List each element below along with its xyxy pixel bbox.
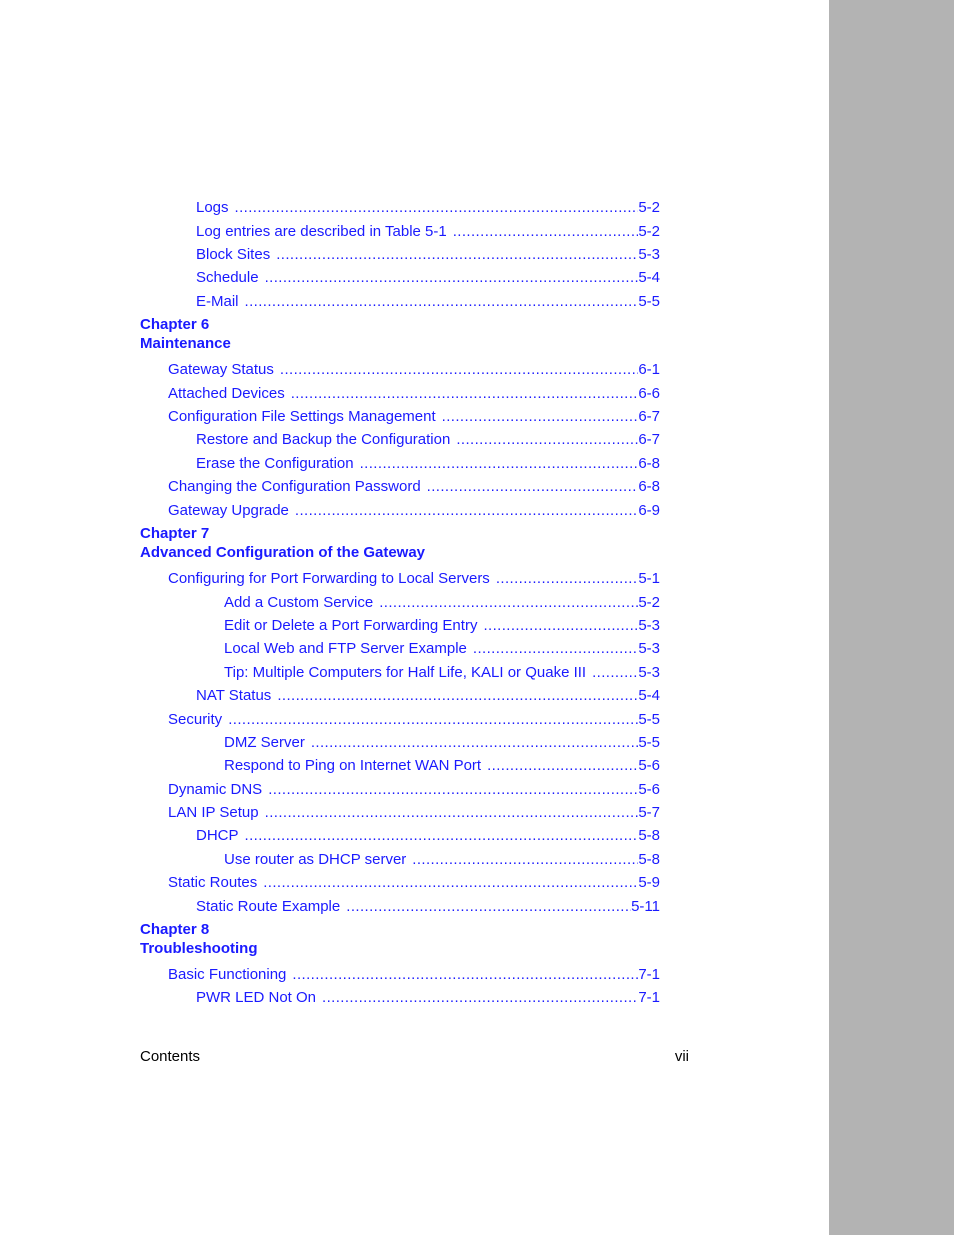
toc-entry[interactable] bbox=[168, 780, 660, 800]
toc-entry-title: Configuring for Port Forwarding to Local Servers bbox=[168, 570, 490, 587]
toc-entry-title: Respond to Ping on Internet WAN Port bbox=[224, 757, 482, 774]
toc-entry-page: 5-3 bbox=[638, 246, 660, 263]
toc-entry[interactable] bbox=[196, 198, 660, 218]
chapter-7-title[interactable]: Advanced Configuration of the Gateway bbox=[140, 544, 426, 561]
dot-leader bbox=[379, 593, 638, 613]
dot-leader bbox=[346, 897, 631, 917]
toc-entry-title: Dynamic DNS bbox=[168, 781, 263, 798]
toc-entry-page: 6-8 bbox=[638, 455, 660, 472]
dot-leader bbox=[453, 222, 639, 242]
dot-leader bbox=[412, 850, 638, 870]
dot-leader bbox=[592, 663, 638, 683]
toc-entry-page: 5-2 bbox=[638, 223, 660, 240]
dot-leader bbox=[277, 686, 638, 706]
toc-entry[interactable] bbox=[196, 268, 660, 288]
toc-entry-page: 5-6 bbox=[638, 757, 660, 774]
toc-entry-title: LAN IP Setup bbox=[168, 804, 259, 821]
chapter-6-title[interactable]: Maintenance bbox=[140, 335, 231, 352]
toc-entry[interactable] bbox=[196, 292, 660, 312]
toc-entry-title: Basic Functioning bbox=[168, 966, 287, 983]
toc-entry-title: Gateway Upgrade bbox=[168, 502, 289, 519]
toc-entry-page: 5-2 bbox=[638, 594, 660, 611]
dot-leader bbox=[292, 965, 638, 985]
dot-leader bbox=[442, 407, 639, 427]
toc-entry[interactable] bbox=[168, 873, 660, 893]
dot-leader bbox=[322, 988, 638, 1008]
toc-entry[interactable] bbox=[168, 569, 660, 589]
toc-entry[interactable] bbox=[196, 686, 660, 706]
toc-entry-title: Tip: Multiple Computers for Half Life, KALI or Quake III bbox=[224, 664, 587, 681]
toc-entry-title: Log entries are described in Table 5-1 bbox=[196, 223, 447, 240]
side-tab-bar bbox=[829, 0, 954, 1235]
toc-entry-title: Local Web and FTP Server Example bbox=[224, 640, 467, 657]
toc-entry[interactable] bbox=[168, 360, 660, 380]
toc-entry[interactable] bbox=[196, 897, 660, 917]
dot-leader bbox=[228, 710, 638, 730]
toc-entry-title: Gateway Status bbox=[168, 361, 274, 378]
toc-entry[interactable] bbox=[224, 756, 660, 776]
toc-entry-title: Attached Devices bbox=[168, 385, 285, 402]
toc-entry[interactable] bbox=[196, 222, 660, 242]
toc-entry-title: DMZ Server bbox=[224, 734, 305, 751]
dot-leader bbox=[265, 803, 639, 823]
dot-leader bbox=[245, 292, 639, 312]
dot-leader bbox=[268, 780, 638, 800]
dot-leader bbox=[265, 268, 639, 288]
toc-entry-page: 7-1 bbox=[638, 966, 660, 983]
toc-entry-title: Changing the Configuration Password bbox=[168, 478, 421, 495]
toc-entry-page: 7-1 bbox=[638, 989, 660, 1006]
toc-entry-page: 5-4 bbox=[638, 269, 660, 286]
dot-leader bbox=[360, 454, 639, 474]
toc-entry-page: 5-6 bbox=[638, 781, 660, 798]
dot-leader bbox=[263, 873, 638, 893]
toc-entry-page: 6-9 bbox=[638, 502, 660, 519]
toc-entry-page: 5-1 bbox=[638, 570, 660, 587]
toc-entry-page: 6-1 bbox=[638, 361, 660, 378]
toc-entry-page: 6-7 bbox=[638, 408, 660, 425]
toc-entry-page: 6-7 bbox=[638, 431, 660, 448]
toc-entry[interactable] bbox=[168, 477, 660, 497]
toc-entry-page: 5-3 bbox=[638, 664, 660, 681]
toc-entry[interactable] bbox=[168, 710, 660, 730]
toc-entry-title: Schedule bbox=[196, 269, 259, 286]
toc-entry-title: Block Sites bbox=[196, 246, 271, 263]
toc-entry[interactable] bbox=[224, 616, 660, 636]
toc-entry-title: Erase the Configuration bbox=[196, 455, 354, 472]
toc-entry-title: NAT Status bbox=[196, 687, 272, 704]
toc-entry[interactable] bbox=[224, 663, 660, 683]
toc-entry[interactable] bbox=[224, 850, 660, 870]
toc-entry-title: Static Routes bbox=[168, 874, 258, 891]
toc-entry[interactable] bbox=[168, 803, 660, 823]
toc-entry-title: Edit or Delete a Port Forwarding Entry bbox=[224, 617, 478, 634]
chapter-8-title[interactable]: Troubleshooting bbox=[140, 940, 258, 957]
toc-entry[interactable] bbox=[196, 826, 660, 846]
dot-leader bbox=[456, 430, 638, 450]
toc-entry-page: 5-7 bbox=[638, 804, 660, 821]
dot-leader bbox=[483, 616, 638, 636]
toc-entry[interactable] bbox=[196, 430, 660, 450]
dot-leader bbox=[487, 756, 638, 776]
dot-leader bbox=[291, 384, 639, 404]
chapter-8-label[interactable]: Chapter 8 bbox=[140, 921, 210, 938]
toc-entry-page: 5-4 bbox=[638, 687, 660, 704]
toc-entry-page: 6-6 bbox=[638, 385, 660, 402]
toc-entry-title: Use router as DHCP server bbox=[224, 851, 407, 868]
toc-entry-title: PWR LED Not On bbox=[196, 989, 317, 1006]
dot-leader bbox=[245, 826, 639, 846]
toc-entry-page: 5-2 bbox=[638, 199, 660, 216]
toc-entry[interactable] bbox=[224, 639, 660, 659]
chapter-7-label[interactable]: Chapter 7 bbox=[140, 525, 210, 542]
toc-entry-title: Configuration File Settings Management bbox=[168, 408, 436, 425]
dot-leader bbox=[473, 639, 638, 659]
toc-entry[interactable] bbox=[196, 454, 660, 474]
toc-entry[interactable] bbox=[196, 245, 660, 265]
toc-entry-page: 5-5 bbox=[638, 293, 660, 310]
toc-entry-page: 5-9 bbox=[638, 874, 660, 891]
toc-entry[interactable] bbox=[168, 501, 660, 521]
toc-entry-page: 5-3 bbox=[638, 640, 660, 657]
footer-section-name: Contents bbox=[140, 1048, 201, 1065]
dot-leader bbox=[280, 360, 638, 380]
toc-entry[interactable] bbox=[224, 593, 660, 613]
toc-entry-title: DHCP bbox=[196, 827, 239, 844]
toc-entry[interactable] bbox=[168, 407, 660, 427]
toc-entry[interactable] bbox=[168, 384, 660, 404]
toc-entry-page: 5-3 bbox=[638, 617, 660, 634]
toc-entry-title: Logs bbox=[196, 199, 229, 216]
toc-entry-title: Security bbox=[168, 711, 223, 728]
toc-entry-page: 5-8 bbox=[638, 827, 660, 844]
dot-leader bbox=[496, 569, 639, 589]
toc-entry-title: E-Mail bbox=[196, 293, 239, 310]
toc-entry-page: 5-5 bbox=[638, 711, 660, 728]
dot-leader bbox=[427, 477, 639, 497]
toc-entry-page: 5-5 bbox=[638, 734, 660, 751]
toc-entry-title: Add a Custom Service bbox=[224, 594, 374, 611]
toc-entry[interactable] bbox=[224, 733, 660, 753]
footer-page-number: vii bbox=[674, 1048, 689, 1065]
dot-leader bbox=[276, 245, 638, 265]
chapter-6-label[interactable]: Chapter 6 bbox=[140, 316, 210, 333]
toc-entry-page: 6-8 bbox=[638, 478, 660, 495]
dot-leader bbox=[295, 501, 638, 521]
toc-entry[interactable] bbox=[168, 965, 660, 985]
toc-entry-title: Static Route Example bbox=[196, 898, 341, 915]
toc-entry-title: Restore and Backup the Configuration bbox=[196, 431, 451, 448]
dot-leader bbox=[235, 198, 639, 218]
dot-leader bbox=[311, 733, 638, 753]
toc-entry-page: 5-11 bbox=[631, 898, 660, 915]
toc-entry[interactable] bbox=[196, 988, 660, 1008]
toc-entry-page: 5-8 bbox=[638, 851, 660, 868]
